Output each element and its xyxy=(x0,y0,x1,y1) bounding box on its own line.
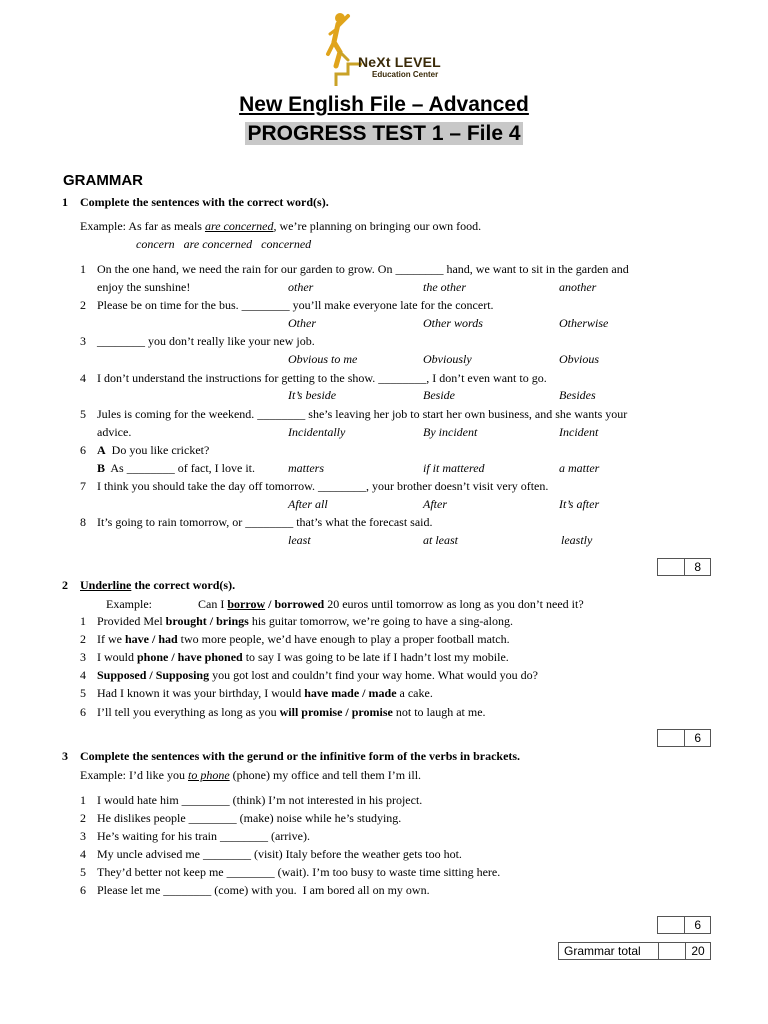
item-text: Please be on time for the bus. ________ you’ll make everyone late for the concert. xyxy=(97,298,494,312)
option: other xyxy=(288,280,314,294)
exercise-1-example-options: concern are concerned concerned xyxy=(136,237,312,251)
item-text: Supposed / Supposing you got lost and couldn’t find your way home. What would you do? xyxy=(97,668,538,682)
option: if it mattered xyxy=(423,461,485,475)
document-subtitle: PROGRESS TEST 1 – File 4 xyxy=(247,122,521,145)
item-number: 2 xyxy=(80,298,86,312)
option: Incidentally xyxy=(288,425,346,439)
item-number: 5 xyxy=(80,686,86,700)
exercise-2-example-label: Example: xyxy=(106,597,152,611)
option: at least xyxy=(423,533,458,547)
exercise-1-instruction: Complete the sentences with the correct word(s). xyxy=(80,195,329,209)
item-number: 2 xyxy=(80,811,86,825)
item-text: It’s going to rain tomorrow, or ________ that’s what the forecast said. xyxy=(97,515,433,529)
item-number: 2 xyxy=(80,632,86,646)
item-text: enjoy the sunshine! xyxy=(97,280,191,294)
item-number: 1 xyxy=(80,793,86,807)
item-number: 7 xyxy=(80,479,86,493)
item-number: 4 xyxy=(80,847,86,861)
logo-subtitle: Education Center xyxy=(372,70,439,79)
grammar-total-value: 20 xyxy=(685,943,710,959)
logo-name: NeXt LEVEL xyxy=(358,54,441,70)
item-text: Provided Mel brought / brings his guitar tomorrow, we’re going to have a sing-along. xyxy=(97,614,513,628)
option: Other words xyxy=(423,316,483,330)
option: least xyxy=(288,533,311,547)
score-blank[interactable] xyxy=(658,559,684,575)
item-text: I think you should take the day off tomorrow. ________, your brother doesn’t visit very often. xyxy=(97,479,549,493)
document-title: New English File – Advanced xyxy=(239,93,529,116)
item-text: On the one hand, we need the rain for our garden to grow. On ________ hand, we want to sit in the garden and xyxy=(97,262,629,276)
item-number: 3 xyxy=(80,334,86,348)
option: a matter xyxy=(559,461,600,475)
item-text: I would phone / have phoned to say I was going to be late if I hadn’t lost my mobile. xyxy=(97,650,509,664)
section-heading: GRAMMAR xyxy=(63,172,143,189)
item-number: 1 xyxy=(80,262,86,276)
option: another xyxy=(559,280,597,294)
option: It’s after xyxy=(559,497,600,511)
option: By incident xyxy=(423,425,478,439)
grammar-total-box xyxy=(558,942,711,960)
exercise-3-score-box xyxy=(657,916,711,934)
item-text: B As ________ of fact, I love it. xyxy=(97,461,255,475)
exercise-1-example: Example: As far as meals are concerned, we’re planning on bringing our own food. xyxy=(80,219,482,233)
item-number: 1 xyxy=(80,614,86,628)
item-text: Jules is coming for the weekend. ________ she’s leaving her job to start her own business, and she wants your xyxy=(97,407,628,421)
option: matters xyxy=(288,461,324,475)
item-text: If we have / had two more people, we’d have enough to play a proper football match. xyxy=(97,632,510,646)
option: Besides xyxy=(559,388,596,402)
option: After all xyxy=(288,497,328,511)
option: Beside xyxy=(423,388,455,402)
item-text: I would hate him ________ (think) I’m not interested in his project. xyxy=(97,793,423,807)
item-number: 3 xyxy=(80,829,86,843)
option: leastly xyxy=(561,533,593,547)
option: Obvious to me xyxy=(288,352,358,366)
item-text: Please let me ________ (come) with you. I am bored all on my own. xyxy=(97,883,430,897)
item-number: 6 xyxy=(80,883,86,897)
exercise-2-score-box xyxy=(657,729,711,747)
exercise-2-example: Can I borrow / borrowed 20 euros until tomorrow as long as you don’t need it? xyxy=(198,597,584,611)
item-number: 6 xyxy=(80,705,86,719)
item-text: He dislikes people ________ (make) noise while he’s studying. xyxy=(97,811,402,825)
item-text: I’ll tell you everything as long as you will promise / promise not to laugh at me. xyxy=(97,705,486,719)
score-blank[interactable] xyxy=(658,730,684,746)
score-total: 6 xyxy=(684,730,710,746)
option: Obviously xyxy=(423,352,472,366)
exercise-2-number: 2 xyxy=(62,578,68,592)
next-level-logo xyxy=(318,8,460,92)
exercise-3-number: 3 xyxy=(62,749,68,763)
grammar-total-blank[interactable] xyxy=(658,943,685,959)
item-text: A Do you like cricket? xyxy=(97,443,210,457)
item-number: 5 xyxy=(80,407,86,421)
item-number: 4 xyxy=(80,371,86,385)
exercise-2-instruction: Underline the correct word(s). xyxy=(80,578,236,592)
item-number: 6 xyxy=(80,443,86,457)
option: the other xyxy=(423,280,466,294)
option: Otherwise xyxy=(559,316,609,330)
item-text: They’d better not keep me ________ (wait). I’m too busy to waste time sitting here. xyxy=(97,865,501,879)
score-total: 6 xyxy=(684,917,710,933)
item-text: My uncle advised me ________ (visit) Italy before the weather gets too hot. xyxy=(97,847,462,861)
item-text: advice. xyxy=(97,425,132,439)
item-text: I don’t understand the instructions for getting to the show. ________, I don’t even want to go. xyxy=(97,371,547,385)
item-number: 3 xyxy=(80,650,86,664)
exercise-1-number: 1 xyxy=(62,195,68,209)
item-number: 8 xyxy=(80,515,86,529)
item-text: He’s waiting for his train ________ (arrive). xyxy=(97,829,310,843)
option: Other xyxy=(288,316,316,330)
item-number: 5 xyxy=(80,865,86,879)
option: Obvious xyxy=(559,352,599,366)
score-blank[interactable] xyxy=(658,917,684,933)
exercise-1-score-box xyxy=(657,558,711,576)
item-text: Had I known it was your birthday, I would have made / made a cake. xyxy=(97,686,433,700)
item-number: 4 xyxy=(80,668,86,682)
item-text: ________ you don’t really like your new job. xyxy=(97,334,315,348)
option: Incident xyxy=(559,425,599,439)
option: It’s beside xyxy=(288,388,337,402)
grammar-total-label: Grammar total xyxy=(564,944,641,958)
score-total: 8 xyxy=(684,559,710,575)
exercise-3-example: Example: I’d like you to phone (phone) my office and tell them I’m ill. xyxy=(80,768,422,782)
option: After xyxy=(423,497,447,511)
exercise-3-instruction: Complete the sentences with the gerund or the infinitive form of the verbs in brackets. xyxy=(80,749,521,763)
